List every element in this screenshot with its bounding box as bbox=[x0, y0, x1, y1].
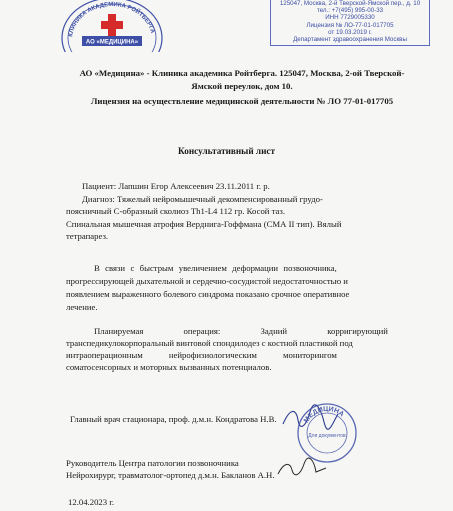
para1-line-3: появлением выраженного болевого синдрома показано срочное оперативное bbox=[66, 289, 350, 299]
diagnosis-line-3: Спинальная мышечная атрофия Верднига-Гоффмана (СМА II тип). Вялый bbox=[66, 219, 342, 229]
stamp-line: от 19.03.2019 г. bbox=[328, 28, 372, 36]
para2-line-3: интраоперационным нейрофизиологическим мониторингом bbox=[66, 350, 337, 360]
logo-inner-text: АО «МЕДИЦИНА» bbox=[85, 39, 139, 46]
stamp-line: ИНН 7729005330 bbox=[325, 14, 375, 22]
stamp-line: Департамент здравоохранения Москвы bbox=[293, 36, 407, 44]
svg-text:МЕДИЦИНА bbox=[303, 406, 345, 424]
diagnosis-line-1: Диагноз: Тяжелый нейромышечный декомпенсированный грудо- bbox=[82, 194, 323, 204]
para1-line-2: прогрессирующей дыхательной и сердечно-сосудистой недостаточностью и bbox=[66, 276, 348, 286]
clinic-stamp bbox=[270, 0, 430, 50]
logo-ring-text: КЛИНИКА АКАДЕМИКА РОЙТБЕРГА bbox=[68, 1, 156, 38]
clinic-logo bbox=[58, 0, 166, 52]
license-line: Лицензия на осуществление медицинской деятельности № ЛО 77-01-017705 bbox=[90, 96, 394, 106]
stamp-line: тел.: +7(495) 995-00-33 bbox=[316, 7, 384, 15]
stamp-line: 125047, Москва, 2-й Тверской-Ямской пер., д. 10 bbox=[279, 0, 421, 7]
stamp-border bbox=[270, 0, 430, 46]
handwritten-signature-2 bbox=[276, 456, 328, 480]
round-stamp bbox=[296, 402, 358, 464]
para1-line-4: лечение. bbox=[66, 302, 98, 312]
document-date: 12.04.2023 г. bbox=[68, 497, 115, 507]
patient-line: Пациент: Лапшин Егор Алексеевич 23.11.2011 г. р. bbox=[82, 181, 270, 191]
document-title: Консультативный лист bbox=[178, 146, 275, 156]
stamp-line: Лицензия № ЛО-77-01-017705 bbox=[306, 21, 394, 29]
diagnosis-line-4: тетрапарез. bbox=[66, 231, 109, 241]
para2-line-4: соматосенсорных и моторных вызванных потенциалов. bbox=[66, 362, 272, 372]
para1-line-1: В связи с быстрым увеличением деформации позвоночника, bbox=[94, 263, 337, 273]
clinic-header bbox=[62, 67, 422, 93]
surgeon-signature: Нейрохирург, травматолог-ортопед д.м.н. Бакланов А.Н. bbox=[66, 470, 275, 480]
department-head-line: Руководитель Центра патологии позвоночника bbox=[66, 458, 239, 468]
header-line-1: АО «Медицина» - Клиника академика Ройтберга. 125047, Москва, 2-ой Тверской- bbox=[79, 68, 405, 78]
red-cross-icon bbox=[101, 14, 123, 36]
diagnosis-line-2: поясничный С-образный сколиоз Th1-L4 112 гр. Косой таз. bbox=[66, 206, 285, 216]
stamp-ring-text: МЕДИЦИНА bbox=[302, 405, 346, 425]
chief-physician-signature: Главный врач стационара, проф. д.м.н. Кондратова Н.В. bbox=[70, 414, 277, 424]
para2-line-1: Планируемая операция: Задний корригирующий bbox=[94, 326, 388, 336]
para2-line-2: транспедикулокорпоральный винтовой спондилодез с костной пластикой под bbox=[66, 338, 353, 348]
header-line-2: Ямской переулок, дом 10. bbox=[191, 81, 293, 91]
stamp-center-text: Для документов bbox=[308, 433, 346, 439]
